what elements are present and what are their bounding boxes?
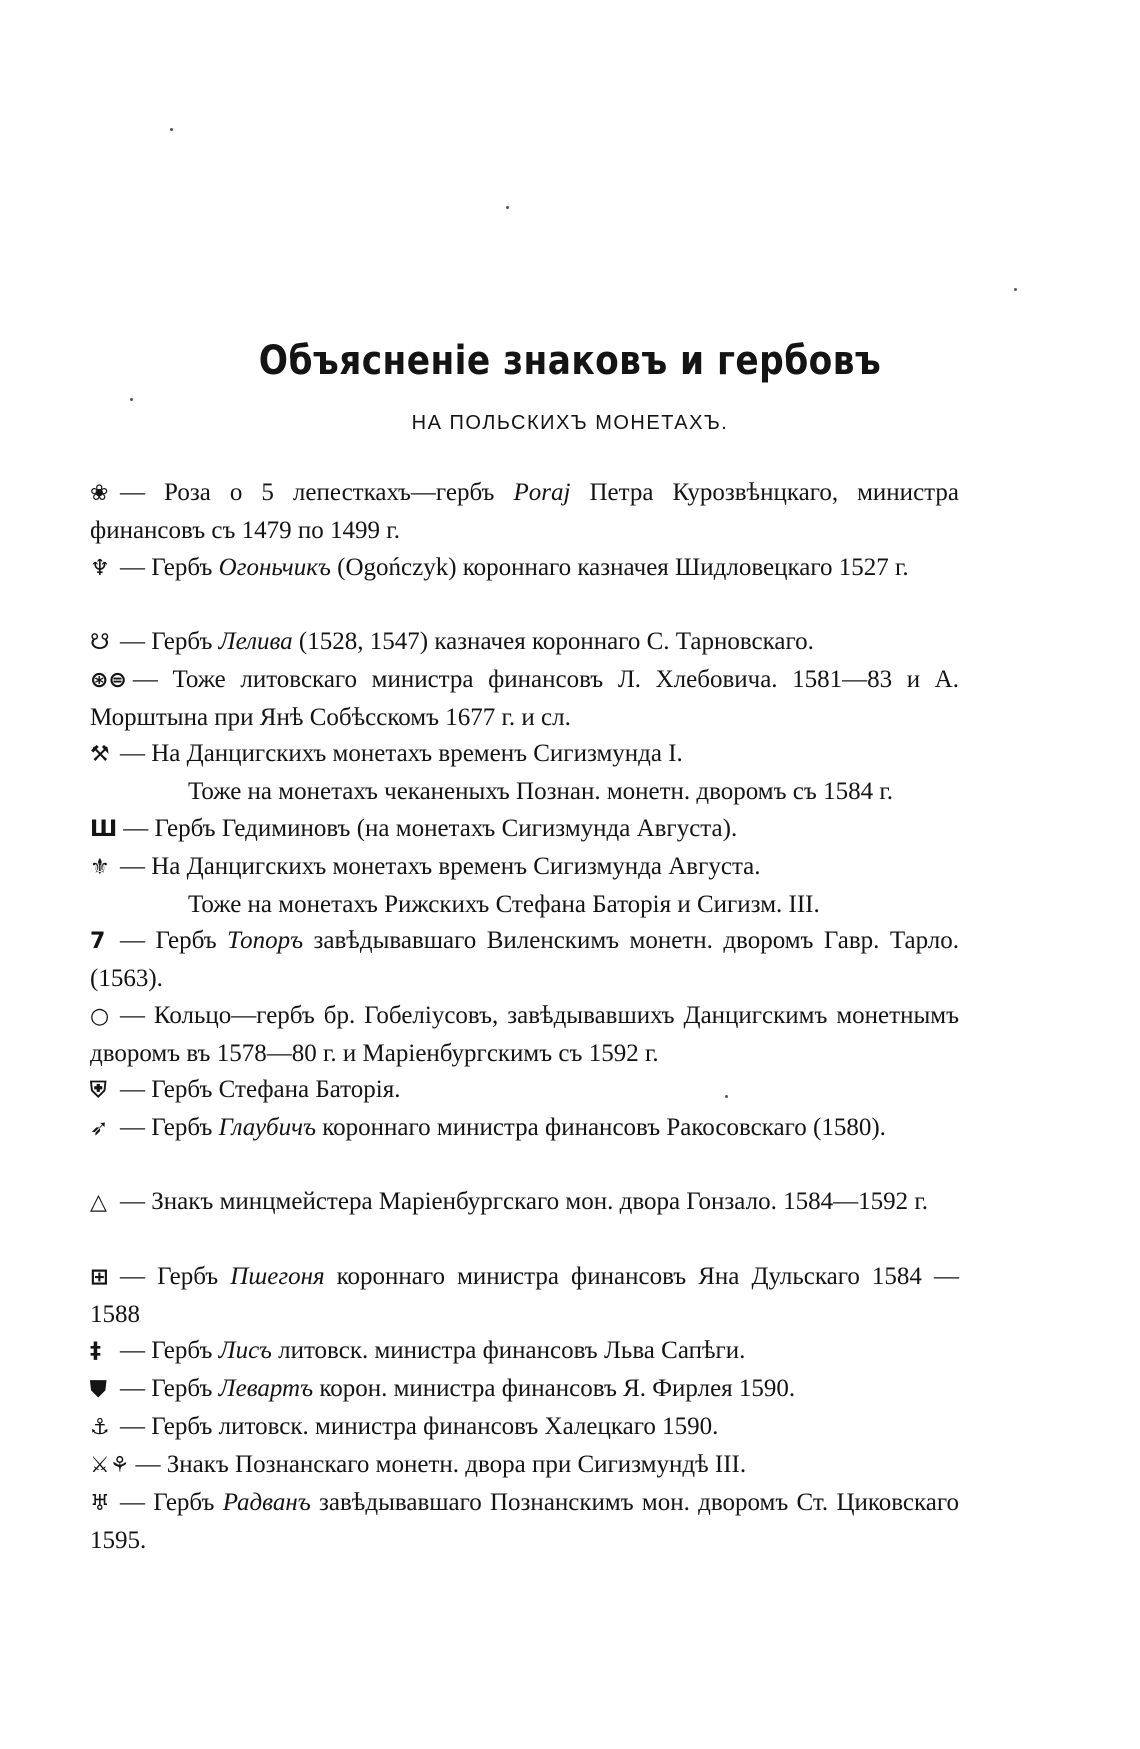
entry-continuation: Тоже на монетахъ Рижскихъ Стефана Баторія и Сигизм. III. xyxy=(188,891,820,918)
page-subtitle: НА ПОЛЬСКИХЪ МОНЕТАХЪ. xyxy=(411,412,729,434)
entry-radwan xyxy=(90,1484,959,1559)
entry-leliwa xyxy=(90,623,959,661)
entry-text: — Гербъ литовск. министра финансовъ Халецкаго 1590. xyxy=(120,1413,719,1440)
entry-text: — Гербъ Гедиминовъ (на монетахъ Сигизмунда Августа). xyxy=(123,815,738,842)
entry-danzig-sigismund-augustus xyxy=(90,848,959,923)
ink-speck xyxy=(170,128,173,131)
ink-speck xyxy=(130,398,133,401)
entry-pszegonia xyxy=(90,1258,959,1333)
gediminas-columns-icon: Ш xyxy=(90,817,118,842)
entry-text: — На Данцигскихъ монетахъ временъ Сигизмунда I. xyxy=(120,740,683,767)
entry-text: — Роза о 5 лепесткахъ—гербъ xyxy=(120,479,514,506)
coat-of-arms-name: Poraj xyxy=(513,479,571,506)
coat-of-arms-name: Глаубичъ xyxy=(218,1114,317,1141)
ink-speck xyxy=(506,206,509,209)
entry-poznan-mint xyxy=(90,1446,959,1484)
entry-text: — Гербъ xyxy=(120,628,219,655)
coat-of-arms-name: Левартъ xyxy=(218,1375,314,1402)
entry-text: — Тоже литовскаго министра финансовъ Л. Хлебовича. 1581—83 и А. Морштына при Янѣ Собѣсскомъ 1677 г. и сл. xyxy=(90,666,959,731)
triangle-icon: △ xyxy=(90,1190,107,1215)
entry-text: (1528, 1547) казначея короннаго С. Тарновскаго. xyxy=(292,628,814,655)
entry-lewart xyxy=(90,1370,959,1408)
entry-continuation: Тоже на монетахъ чеканеныхъ Познан. монетн. дворомъ съ 1584 г. xyxy=(188,778,894,805)
rose-icon: ❀ xyxy=(90,481,109,506)
entry-text: — Кольцо—гербъ бр. Гобеліусовъ, завѣдывавшихъ Данцигскимъ монетнымъ дворомъ въ 1578—80 г. и Маріенбургскимъ съ 1592 г. xyxy=(90,1002,959,1067)
shield-pair-icon: ⊛⊜ xyxy=(90,668,127,693)
entry-text: — Гербъ xyxy=(120,1489,223,1516)
axe-icon: 7 xyxy=(90,929,106,954)
entry-text: завѣдывавшаго Познанскимъ мон. дворомъ Ст. Циковскаго 1595. xyxy=(90,1489,960,1554)
coat-of-arms-name: Лелива xyxy=(218,628,293,655)
entry-text: — Гербъ xyxy=(120,554,219,581)
entry-text: Петра Курозвѣнцкаго, министра финансовъ съ 1479 по 1499 г. xyxy=(90,479,959,544)
arrow-arms-icon: ♆ xyxy=(90,556,110,581)
entry-danzig-sigismund-i xyxy=(90,735,959,810)
entry-text: короннаго министра финансовъ Ракосовскаго (1580). xyxy=(316,1114,886,1141)
radwan-banner-icon: ♅ xyxy=(90,1491,110,1516)
entry-text: — Знакъ Познанскаго монетн. двора при Сигизмундѣ III. xyxy=(135,1451,747,1478)
entry-text: — На Данцигскихъ монетахъ временъ Сигизмунда Августа. xyxy=(120,853,761,880)
page-title: Объясненіе знаковъ и гербовъ xyxy=(258,338,882,384)
entry-gonzalo xyxy=(90,1183,959,1221)
crescent-star-icon: ☋ xyxy=(90,630,110,655)
entry-text: — Гербъ xyxy=(120,1114,219,1141)
entry-stefan-batory xyxy=(90,1071,959,1109)
ring-icon: ○ xyxy=(90,1004,110,1029)
coat-of-arms-name: Радванъ xyxy=(222,1489,311,1516)
entry-text: корон. министра финансовъ Я. Фирлея 1590. xyxy=(313,1375,796,1402)
entry-lis xyxy=(90,1332,959,1370)
entry-ogonczyk xyxy=(90,549,959,587)
entry-text: — Гербъ xyxy=(120,1337,219,1364)
entry-topor xyxy=(90,922,959,997)
entry-text: завѣдывавшаго Виленскимъ монетн. дворомъ Гавр. Тарло. (1563). xyxy=(90,927,959,992)
entry-glaubicz xyxy=(90,1109,959,1147)
fleur-icon: ⚜ xyxy=(90,855,110,880)
entry-text: — Гербъ Стефана Баторія. xyxy=(120,1076,401,1103)
poznan-mint-marks-icon: ⚔⚘ xyxy=(90,1453,130,1478)
entry-text: (Ogończyk) короннаго казначея Шидловецкаго 1527 г. xyxy=(330,554,909,581)
coat-of-arms-name: Пшегоня xyxy=(230,1263,325,1290)
batory-shield-icon: ⛨ xyxy=(90,1078,107,1103)
double-cross-icon: ‡ xyxy=(90,1339,101,1364)
coat-of-arms-name: Лисъ xyxy=(218,1337,272,1364)
entry-lithuanian-treasurer xyxy=(90,661,959,736)
entry-gediminas xyxy=(90,810,959,848)
crossed-hammers-icon: ⚒ xyxy=(90,742,110,767)
entry-poraj xyxy=(90,474,959,549)
fish-icon: ➶ xyxy=(90,1116,109,1141)
entry-text: — Гербъ xyxy=(120,927,228,954)
entry-text: — Гербъ xyxy=(120,1375,219,1402)
coat-of-arms-name: Огоньчикъ xyxy=(218,554,331,581)
coat-of-arms-name: Топоръ xyxy=(227,927,304,954)
entry-text: короннаго министра финансовъ Яна Дульскаго 1584 — 1588 xyxy=(90,1263,959,1328)
entry-ring-gobelius xyxy=(90,997,959,1072)
entry-text: литовск. министра финансовъ Льва Сапѣги. xyxy=(271,1337,746,1364)
ink-speck xyxy=(1014,288,1017,291)
entry-text: — Гербъ xyxy=(120,1263,231,1290)
anchor-icon: ⚓ xyxy=(90,1415,110,1440)
square-shield-icon: ⊞ xyxy=(90,1265,109,1290)
entry-text: — Знакъ минцмейстера Маріенбургскаго мон. двора Гонзало. 1584—1592 г. xyxy=(120,1188,929,1215)
leopard-shield-icon: ⛊ xyxy=(90,1377,107,1402)
entry-chalecki xyxy=(90,1408,959,1446)
